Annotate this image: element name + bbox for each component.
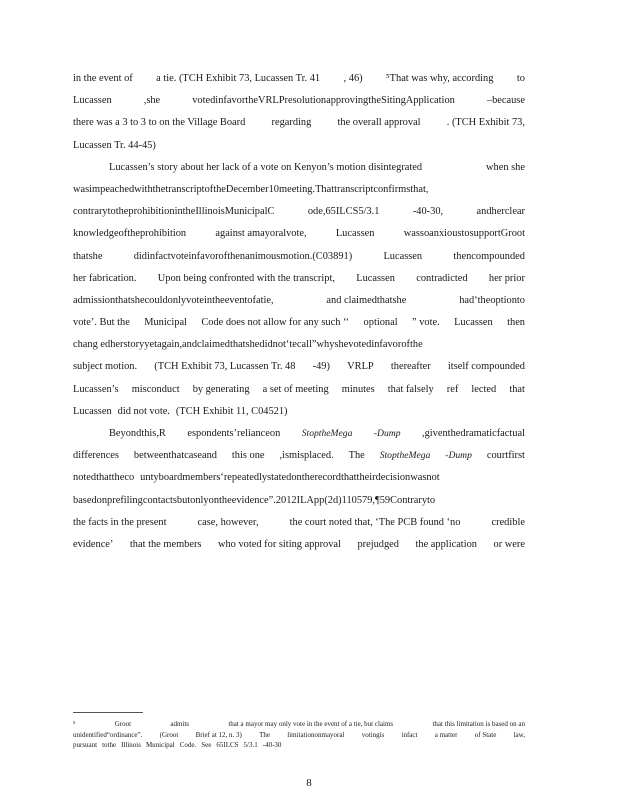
case-name: StoptheMega [379,450,431,462]
text-line: there was a 3 to 3 to on the Village Board regarding the overall approval . (TCH Exhibit 73, [73,117,525,129]
text-line: subject motion. (TCH Exhibit 73, Lucassen Tr. 48 -49) VRLP thereafter itself compounded [73,361,525,373]
document-body [73,68,525,556]
footnote-line: unidentified“ordinance”. (Groot Brief at 12, n. 3) The limitationonmayoral votingis infact a matter of State law, [73,730,525,739]
text-line: differences betweenthatcaseand this one ,ismisplaced. The StoptheMega -Dump courtfirst [73,445,525,467]
text-line: evidence’ that the members who voted for siting approval prejudged the application or were [73,538,525,550]
text-line: notedthattheco untyboardmembers‘repeatedlystatedontherecordthattheirdecisionwasnot [73,472,440,484]
case-name: -Dump [373,428,401,439]
text-line: contrarytotheprohibitionintheIllinoisMunicipalC ode,65ILCS5/3.1 -40-30, andherclear [73,206,525,218]
text-line: chang edherstoryyetagain,andclaimedthatshedidnot‘tecall”whyshevotedinfavorofthe [73,339,423,351]
page-number: 8 [306,777,312,789]
paragraph-start-line: Beyondthis,R espondents’relianceon StoptheMega -Dump ,giventhedramaticfactual [73,423,525,445]
footnote-line: pursuant tothe Illinois Municipal Code. See 65ILCS 5/3.1 -40-30 [73,741,282,749]
text-line: Lucassen ,she votedinfavortheVRLPresolutionapprovingtheSitingApplication –because [73,95,525,107]
text-line: basedonprefilingcontactsbutonlyontheevidence”.2012ILApp(2d)110579,¶59Contraryto [73,494,436,506]
text-line: vote’. But the Municipal Code does not allow for any such ‘‘ optional ” vote. Lucassen then [73,317,525,329]
text-line: thatshe didinfactvoteinfavorofthenanimousmotion.(C03891) Lucassen thencompounded [73,250,525,262]
text-line: knowledgeoftheprohibition against amayoralvote, Lucassen wassoanxioustosupportGroot [73,228,525,240]
text-line: her fabrication. Upon being confronted with the transcript, Lucassen contradicted her prior [73,272,525,284]
text-line: Lucassen’s misconduct by generating a set of meeting minutes that falsely ref lected that [73,383,525,395]
case-name: StoptheMega [301,428,353,439]
paragraph-start-line: Lucassen’s story about her lack of a vote on Kenyon’s motion disintegrated when she [109,161,525,173]
text-line: in the event of a tie. (TCH Exhibit 73, Lucassen Tr. 41 , 46) ⁵That was why, according to [73,73,525,84]
text-line: Lucassen Tr. 44-45) [73,139,156,151]
text-line: the facts in the present case, however, the court noted that, ‘The PCB found ‘no credible [73,516,525,528]
footnote-marker: ⁵ [73,720,76,728]
case-name: -Dump [445,450,472,462]
footnotes [73,719,525,751]
footnote-separator [73,712,143,713]
text-line: Lucassen did not vote. (TCH Exhibit 11, C04521) [73,405,288,417]
footnote-line: ⁵ Groot admits that a mayor may only vote in the event of a tie, but claims that this limitation is based on an [73,720,525,728]
text-line: wasimpeachedwiththetranscriptoftheDecember10meeting.Thattranscriptconfirmsthat, [73,183,429,195]
text-line: admissionthatshecouldonlyvoteintheeventofatie, and claimedthatshe had‘theoptionto [73,294,525,306]
